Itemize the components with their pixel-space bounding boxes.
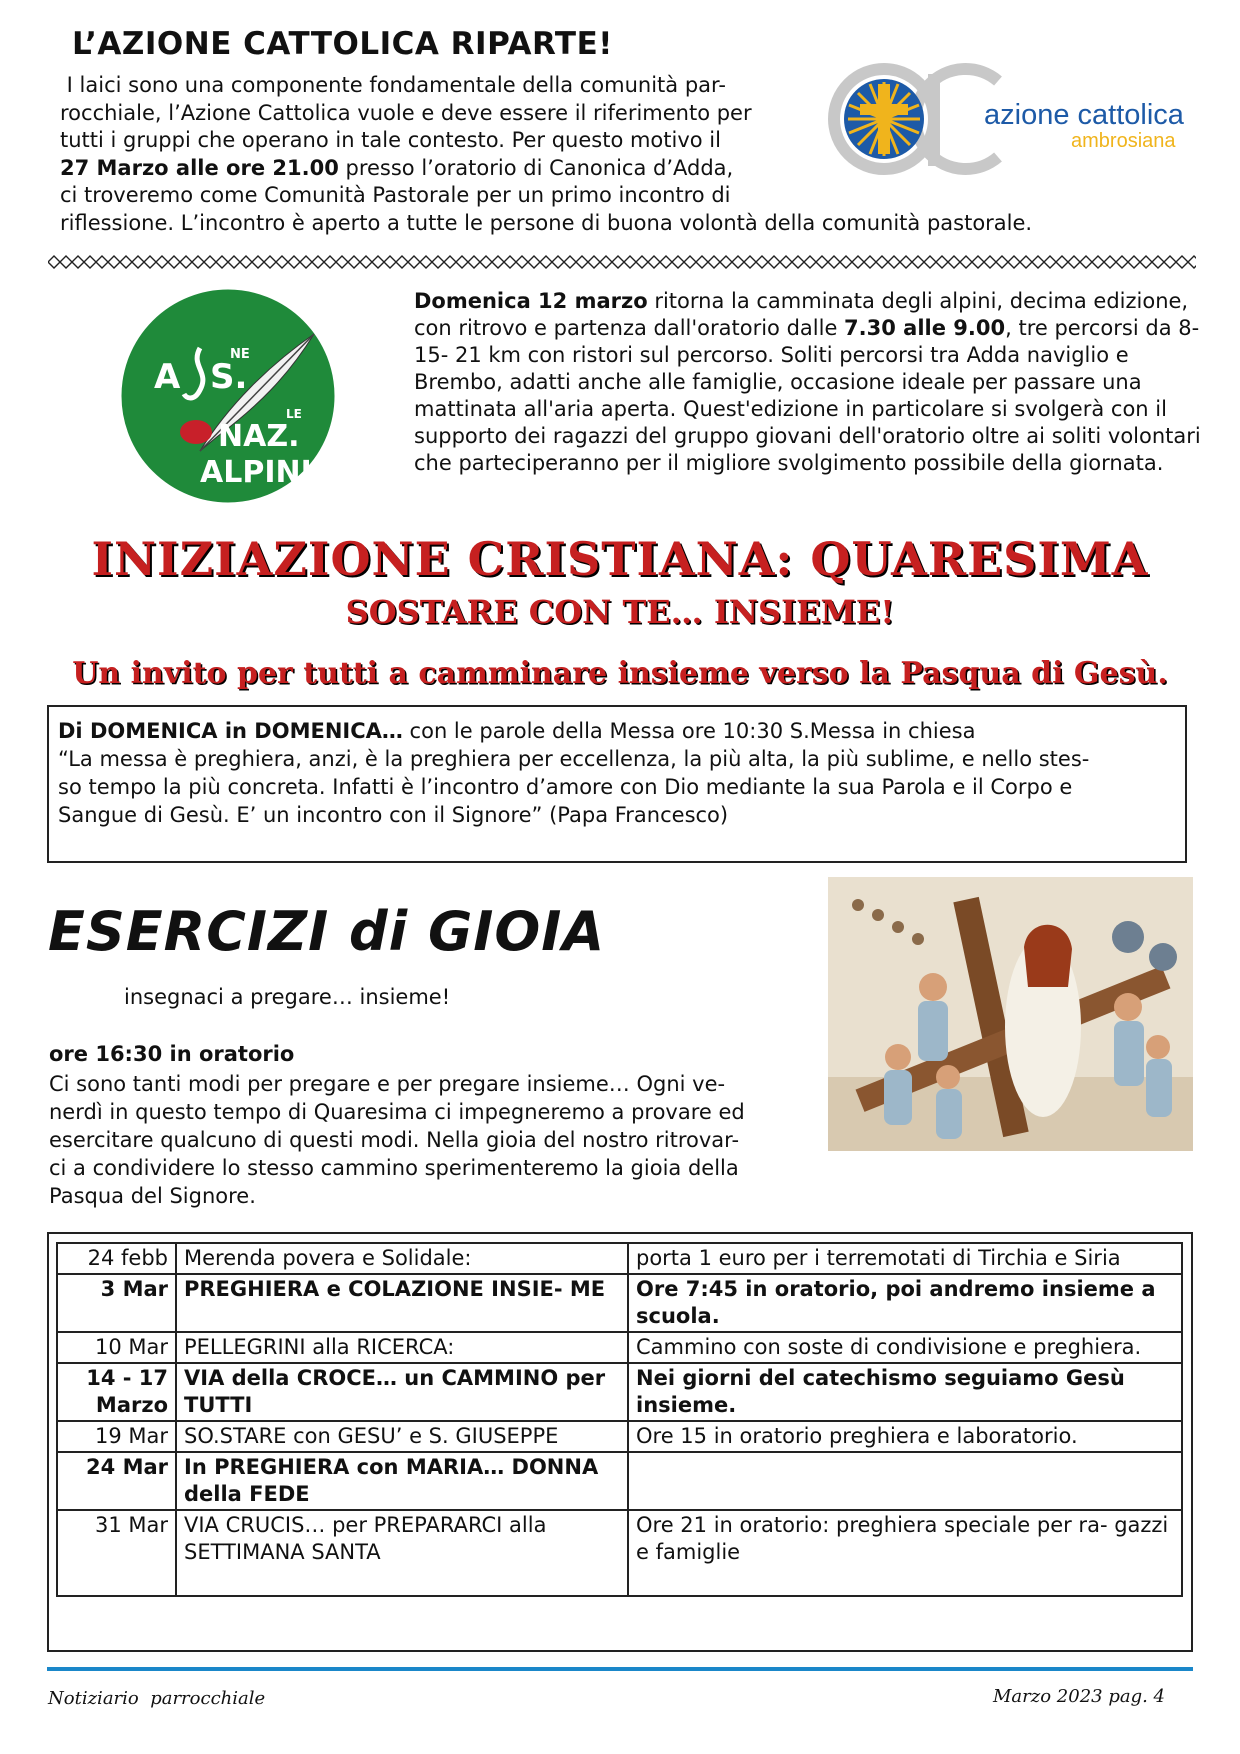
ac-line-1: I laici sono una componente fondamentale della comunità par- [60,73,726,97]
schedule-box [47,1232,1193,1652]
messa-bold: Di DOMENICA in DOMENICA… [58,719,403,743]
schedule-date: 14 - 17 Marzo [57,1363,176,1421]
esercizi-line-4: ci a condividere lo stesso cammino sperimenteremo la gioia della [49,1156,739,1180]
alpini-body [414,288,1204,477]
alpini-text-1: ritorna la camminata degli alpini, decima edizione, con ritrovo e partenza dall'oratorio dalle [414,289,1189,340]
ac-line-2: rocchiale, l’Azione Cattolica vuole e deve essere il riferimento per [60,100,752,125]
schedule-table [56,1242,1183,1597]
schedule-note: Ore 7:45 in oratorio, poi andremo insieme a scuola. [628,1274,1182,1332]
schedule-activity: PELLEGRINI alla RICERCA: [176,1332,628,1363]
esercizi-line-3: esercitare qualcuno di questi modi. Nella gioia del nostro ritrovar- [49,1128,740,1152]
schedule-date: 24 febb [57,1243,176,1274]
alpini-time: 7.30 alle 9.00 [844,316,1006,340]
headline-subtitle: SOSTARE CON TE… INSIEME! [345,593,895,631]
ana-logo-sup1: NE [230,347,250,362]
table-row [57,1332,1182,1363]
esercizi-time: ore 16:30 in oratorio [49,1042,295,1066]
ac-line-3: tutti i gruppi che operano in tale contesto. Per questo motivo il [60,128,721,152]
table-row [57,1510,1182,1596]
schedule-note [628,1452,1182,1510]
esercizi-body [49,1070,809,1210]
esercizi-title: ESERCIZI di GIOIA [48,900,606,963]
headline-title: INIZIAZIONE CRISTIANA: QUARESIMA [91,532,1149,586]
via-crucis-illustration [828,877,1193,1151]
esercizi-line-5: Pasqua del Signore. [49,1184,256,1208]
ac-line-5: ci troveremo come Comunità Pastorale per un primo incontro di [60,183,731,207]
schedule-date: 3 Mar [57,1274,176,1332]
table-row [57,1243,1182,1274]
zigzag-divider [48,254,1196,268]
ac-logo-name: azione cattolica [984,99,1184,131]
schedule-activity: Merenda povera e Solidale: [176,1243,628,1274]
ana-logo-s: S. [210,357,248,397]
messa-line-1 [58,717,1177,745]
alpini-date: Domenica 12 marzo [414,289,648,313]
ac-place: presso l’oratorio di Canonica d’Adda, [338,155,734,180]
ana-logo-alpini: ALPINI [200,455,312,490]
esercizi-line-1: Ci sono tanti modi per pregare e per pregare insieme… Ogni ve- [49,1072,726,1096]
schedule-date: 19 Mar [57,1421,176,1452]
ana-logo-naz: NAZ. [218,419,300,454]
schedule-note: Cammino con soste di condivisione e preghiera. [628,1332,1182,1363]
alpini-text-2: , tre percorsi da 8-15- 21 km con ristori sul percorso. Soliti percorsi tra Adda naviglio e Brembo, adatti anche alle famiglie, occasione ideale per passare una mattinata all'aria aperta. Quest'edizione in particolare si svolgerà con il supporto dei ragazzi del gruppo giovani dell'oratorio oltre ai soliti volontari che parteciperanno per il migliore svolgimento possibile della giornata. [414,316,1201,475]
ana-logo-sup2: LE [286,407,302,421]
headline-invite: Un invito per tutti a camminare insieme verso la Pasqua di Gesù. [72,656,1168,691]
footer-divider [47,1667,1193,1671]
messa-box [47,705,1187,863]
schedule-note: Ore 15 in oratorio preghiera e laboratorio. [628,1421,1182,1452]
ac-title: L’AZIONE CATTOLICA RIPARTE! [72,26,613,62]
ac-line-6: riflessione. L’incontro è aperto a tutte le persone di buona volontà della comunità pastorale. [60,210,1033,235]
messa-rest: con le parole della Messa ore 10:30 S.Messa in chiesa [402,719,976,743]
footer-publication: Notiziario parrocchiale [48,1688,266,1709]
messa-quote-2: so tempo la più concreta. Infatti è l’incontro d’amore con Dio mediante la sua Parola e il Corpo e [58,775,1073,799]
ana-alpini-logo [118,286,338,506]
schedule-date: 31 Mar [57,1510,176,1596]
ac-date: 27 Marzo alle ore 21.00 [60,155,339,180]
schedule-note: Ore 21 in oratorio: preghiera speciale per ra- gazzi e famiglie [628,1510,1182,1596]
esercizi-subtitle: insegnaci a pregare… insieme! [124,985,451,1009]
schedule-note: porta 1 euro per i terremotati di Tirchia e Siria [628,1243,1182,1274]
schedule-date: 10 Mar [57,1332,176,1363]
messa-quote-1: “La messa è preghiera, anzi, è la preghiera per eccellenza, la più alta, la più sublime, e nello stes- [58,747,1090,771]
footer-page: Marzo 2023 pag. 4 [993,1686,1166,1707]
schedule-activity: VIA della CROCE… un CAMMINO per TUTTI [176,1363,628,1421]
messa-quote-3: Sangue di Gesù. E’ un incontro con il Signore” (Papa Francesco) [58,803,729,827]
schedule-activity: In PREGHIERA con MARIA… DONNA della FEDE [176,1452,628,1510]
table-row [57,1421,1182,1452]
schedule-activity: VIA CRUCIS… per PREPARARCI alla SETTIMANA SANTA [176,1510,628,1596]
table-row [57,1274,1182,1332]
azione-cattolica-logo [826,54,1206,184]
ac-logo-region: ambrosiana [1071,130,1176,152]
table-row [57,1452,1182,1510]
schedule-activity: PREGHIERA e COLAZIONE INSIE- ME [176,1274,628,1332]
schedule-note: Nei giorni del catechismo seguiamo Gesù insieme. [628,1363,1182,1421]
schedule-activity: SO.STARE con GESU’ e S. GIUSEPPE [176,1421,628,1452]
azione-cattolica-logo-icon [826,54,1206,184]
esercizi-line-2: nerdì in questo tempo di Quaresima ci impegneremo a provare ed [49,1100,745,1124]
schedule-date: 24 Mar [57,1452,176,1510]
ana-logo-a: A [154,357,181,397]
table-row [57,1363,1182,1421]
